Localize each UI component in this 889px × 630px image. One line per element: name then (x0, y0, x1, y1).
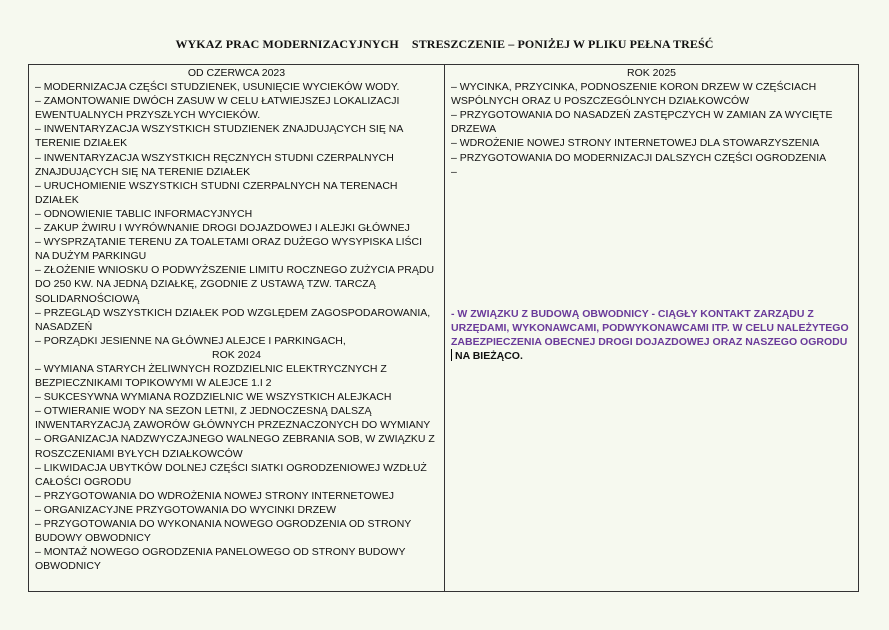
list-item: – PRZYGOTOWANIA DO NASADZEŃ ZASTĘPCZYCH W ZAMIAN ZA WYCIĘTE DRZEWA (451, 109, 833, 136)
note-ending (451, 349, 852, 363)
list-item: – WYSPRZĄTANIE TERENU ZA TOALETAMI ORAZ DUŻEGO WYSYPISKA LIŚCI NA DUŻYM PARKINGU (35, 236, 423, 263)
list-2023 (35, 80, 438, 348)
list-item: – WYCINKA, PRZYCINKA, PODNOSZENIE KORON DRZEW W CZĘŚCIACH WSPÓLNYCH ORAZ U POSZCZEGÓLNYCH DZIAŁKOWCÓW (451, 81, 817, 108)
list-item: – URUCHOMIENIE WSZYSTKICH STUDNI CZERPALNYCH NA TERENACH DZIAŁEK (35, 179, 398, 206)
text-cursor (451, 349, 452, 361)
work-table (28, 64, 859, 592)
list-item: – ODNOWIENIE TABLIC INFORMACYJNYCH (35, 207, 253, 220)
list-item: – WYMIANA STARYCH ŻELIWNYCH ROZDZIELNIC ELEKTRYCZNYCH Z BEZPIECZNIKAMI TOPIKOWYMI W ALEJCE 1.I 2 (35, 362, 387, 390)
title-summary: STRESZCZENIE – PONIŻEJ W PLIKU PEŁNA TREŚĆ (411, 37, 714, 51)
list-item: – PORZĄDKI JESIENNE NA GŁÓWNEJ ALEJCE I PARKINGACH, (35, 334, 346, 347)
list-item: – SUKCESYWNA WYMIANA ROZDZIELNIC WE WSZYSTKICH ALEJKACH (35, 391, 392, 404)
list-item: – ORGANIZACYJNE PRZYGOTOWANIA DO WYCINKI DRZEW (35, 503, 337, 516)
list-item: – INWENTARYZACJA WSZYSTKICH STUDZIENEK ZNAJDUJĄCYCH SIĘ NA TERENIE DZIAŁEK (35, 123, 403, 150)
list-item: – OTWIERANIE WODY NA SEZON LETNI, Z JEDNOCZESNĄ DALSZĄ INWENTARYZACJĄ ZAWORÓW GŁÓWNYCH PRZEZNACZONYCH DO WYMIANY (35, 405, 431, 432)
list-item: – MONTAŻ NOWEGO OGRODZENIA PANELOWEGO OD STRONY BUDOWY OBWODNICY (35, 546, 406, 573)
list-item: – LIKWIDACJA UBYTKÓW DOLNEJ CZĘŚCI SIATKI OGRODZENIOWEJ WZDŁUŻ CAŁOŚCI OGRODU (35, 461, 427, 488)
list-2024 (35, 362, 438, 573)
list-item: – WDROŻENIE NOWEJ STRONY INTERNETOWEJ DLA STOWARZYSZENIA (451, 137, 820, 150)
list-item: – PRZEGLĄD WSZYSTKICH DZIAŁEK POD WZGLĘDEM ZAGOSPODAROWANIA, NASADZEŃ (35, 306, 431, 333)
header-2023: OD CZERWCA 2023 (187, 67, 286, 79)
left-column (29, 65, 445, 591)
header-2024: ROK 2024 (211, 348, 262, 361)
document-title (0, 37, 889, 52)
list-item: – PRZYGOTOWANIA DO MODERNIZACJI DALSZYCH CZĘŚCI OGRODZENIA (451, 151, 827, 164)
note-end-text: NA BIEŻĄCO. (455, 350, 523, 363)
list-item: – MODERNIZACJA CZĘŚCI STUDZIENEK, USUNIĘCIE WYCIEKÓW WODY. (35, 81, 400, 94)
list-item: – PRZYGOTOWANIA DO WDROŻENIA NOWEJ STRONY INTERNETOWEJ (35, 489, 394, 502)
bypass-note: - W ZWIĄZKU Z BUDOWĄ OBWODNICY - CIĄGŁY KONTAKT ZARZĄDU Z URZĘDAMI, WYKONAWCAMI, PODWYKONAWCAMI ITP. W CELU NALEŻYTEGO ZABEZPIECZENIA OBECNEJ DROGI DOJAZDOWEJ ORAZ NASZEGO OGRODU (451, 307, 849, 348)
list-item: – ZŁOŻENIE WNIOSKU O PODWYŻSZENIE LIMITU ROCZNEGO ZUŻYCIA PRĄDU DO 250 KW. NA JEDNĄ DZIAŁKĘ, ZGODNIE Z USTAWĄ TZW. TARCZĄ SOLIDARNOŚCIOWĄ (35, 264, 435, 305)
list-item: – PRZYGOTOWANIA DO WYKONANIA NOWEGO OGRODZENIA OD STRONY BUDOWY OBWODNICY (35, 518, 412, 545)
header-2025: ROK 2025 (626, 67, 677, 79)
right-column (445, 65, 858, 591)
list-item: – (451, 165, 457, 178)
list-item: – INWENTARYZACJA WSZYSTKICH RĘCZNYCH STUDNI CZERPALNYCH ZNAJDUJĄCYCH SIĘ NA TERENIE DZIAŁEK (35, 151, 394, 178)
list-item: – ORGANIZACJA NADZWYCZAJNEGO WALNEGO ZEBRANIA SOB, W ZWIĄZKU Z ROSZCZENIAMI BYŁYCH DZIAŁKOWCÓW (35, 433, 435, 460)
list-item: – ZAMONTOWANIE DWÓCH ZASUW W CELU ŁATWIEJSZEJ LOKALIZACJI EWENTUALNYCH PRZYSZŁYCH WYCIEKÓW. (35, 95, 400, 122)
column-spacer (451, 179, 852, 307)
title-main: WYKAZ PRAC MODERNIZACYJNYCH (175, 37, 399, 51)
list-2025 (451, 80, 852, 179)
list-item: – ZAKUP ŻWIRU I WYRÓWNANIE DROGI DOJAZDOWEJ I ALEJKI GŁÓWNEJ (35, 222, 410, 235)
